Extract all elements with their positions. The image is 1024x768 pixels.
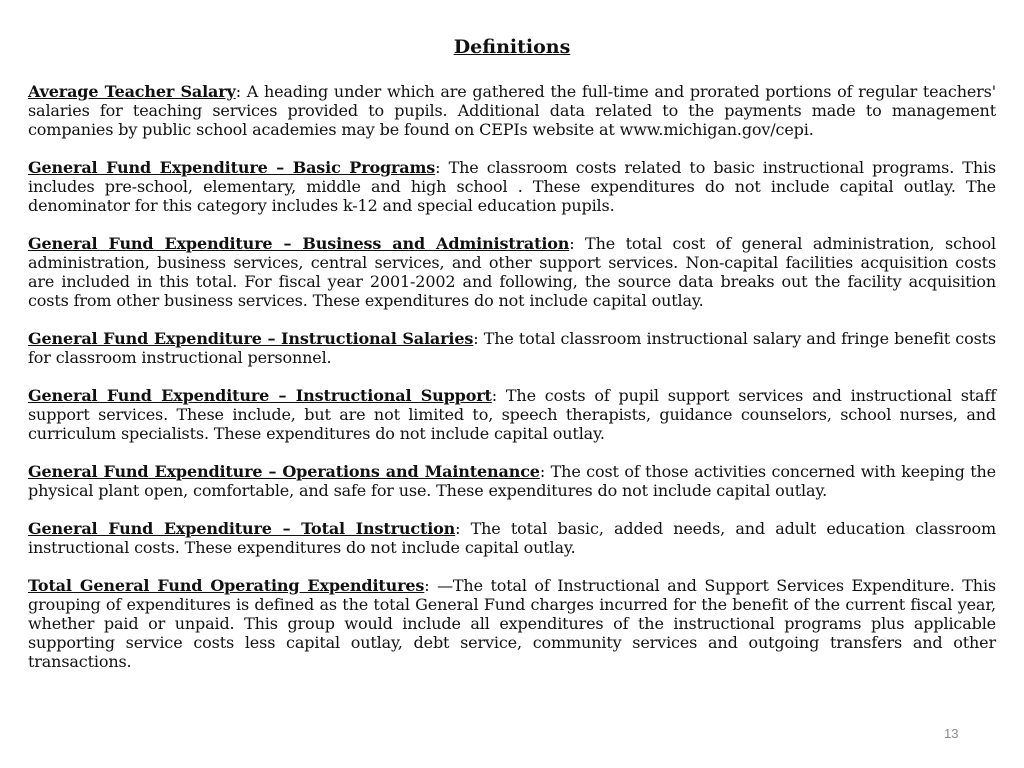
definition-instructional-support [28, 386, 996, 443]
definition-separator: : [473, 329, 484, 348]
definition-term: General Fund Expenditure – Instructional Salaries [28, 329, 474, 348]
definition-term: General Fund Expenditure – Operations and Maintenance [28, 462, 540, 481]
definitions-list [28, 82, 996, 690]
definition-term: General Fund Expenditure – Instructional Support [28, 386, 492, 405]
definition-total-instruction [28, 519, 996, 557]
page-title: Definitions [453, 36, 571, 58]
definition-term: Total General Fund Operating Expenditures [28, 576, 425, 595]
definition-operations-and-maintenance [28, 462, 996, 500]
definition-text: A heading under which are gathered the full-time and prorated portions of regular teachers' salaries for teaching services provided to pupils. Additional data related to the payments made to management companies by public school academies may be found on CEPIs website at www.michigan.gov/cepi. [28, 82, 996, 139]
definition-term: General Fund Expenditure – Total Instruction [28, 519, 456, 538]
definition-text: The total basic, added needs, and adult education classroom instructional costs. These expenditures do not include capital outlay. [28, 519, 996, 557]
definition-separator: : [235, 82, 247, 101]
definition-instructional-salaries [28, 329, 996, 367]
definition-business-and-administration [28, 234, 996, 310]
definition-text: —The total of Instructional and Support Services Expenditure. This grouping of expenditures is defined as the total General Fund charges incurred for the benefit of the current fiscal year, whether paid or unpaid. This group would include all expenditures of the instructional programs plus applicable supporting service costs less capital outlay, debt service, community services and outgoing transfers and other transactions. [28, 576, 996, 671]
definition-text: The costs of pupil support services and instructional staff support services. These include, but are not limited to, speech therapists, guidance counselors, school nurses, and curriculum specialists. These expenditures do not include capital outlay. [28, 386, 996, 443]
definition-term: Average Teacher Salary [28, 82, 236, 101]
definition-separator: : [539, 462, 551, 481]
page-number: 13 [944, 726, 959, 741]
definition-text: The total cost of general administration, school administration, business services, central services, and other support services. Non-capital facilities acquisition costs are included in this total. For fiscal year 2001-2002 and following, the source data breaks out the facility acquisition costs from other business services. These expenditures do not include capital outlay. [28, 234, 996, 310]
definition-term: General Fund Expenditure – Business and Administration [28, 234, 570, 253]
definition-text: The cost of those activities concerned with keeping the physical plant open, comfortable, and safe for use. These expenditures do not include capital outlay. [28, 462, 996, 500]
definition-total-operating-expenditures [28, 576, 996, 671]
definition-basic-programs [28, 158, 996, 215]
definition-separator: : [491, 386, 506, 405]
definition-separator: : [569, 234, 586, 253]
definition-average-teacher-salary [28, 82, 996, 139]
definition-term: General Fund Expenditure – Basic Programs [28, 158, 436, 177]
definition-text: The total classroom instructional salary and fringe benefit costs for classroom instructional personnel. [28, 329, 996, 367]
definition-separator: : [435, 158, 449, 177]
definition-separator: : [424, 576, 438, 595]
definition-text: The classroom costs related to basic instructional programs. This includes pre-school, elementary, middle and high school . These expenditures do not include capital outlay. The denominator for this category includes k-12 and special education pupils. [28, 158, 996, 215]
definition-separator: : [455, 519, 471, 538]
